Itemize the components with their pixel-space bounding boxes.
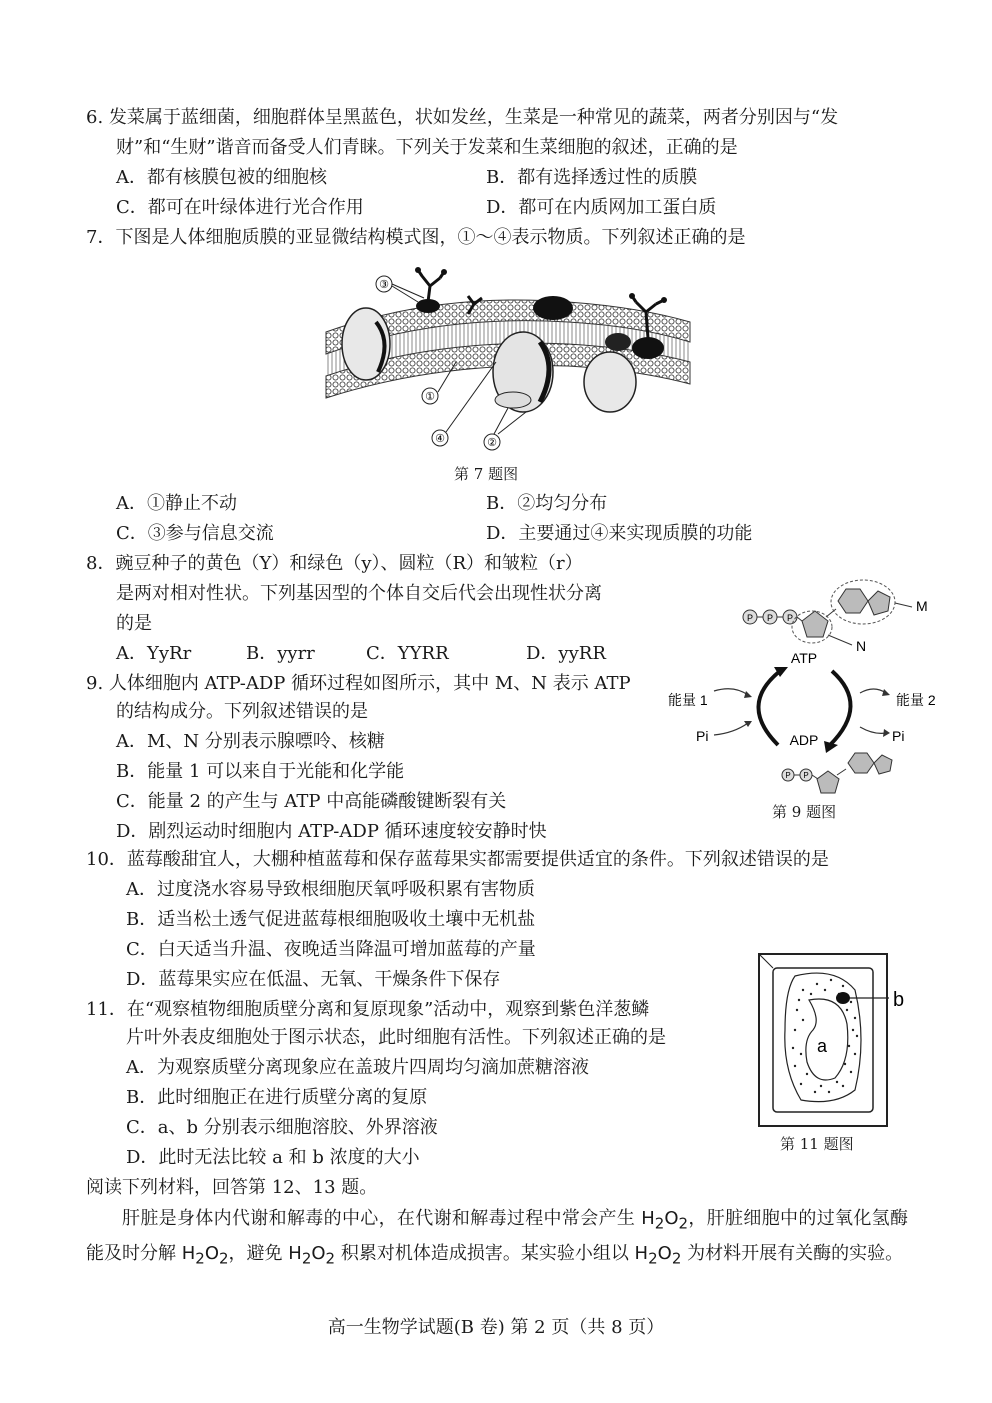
q8-stem-line2: 是两对相对性状。下列基因型的个体自交后代会出现性状分离 — [116, 583, 602, 604]
cell-membrane-diagram — [318, 262, 698, 462]
label-2: ② — [487, 437, 497, 449]
q9-option-b: B．能量 1 可以来自于光能和化学能 — [116, 761, 405, 782]
q10-stem: 10．蓝莓酸甜宜人，大棚种植蓝莓和保存蓝莓果实都需要提供适宜的条件。下列叙述错误的是 — [86, 849, 829, 870]
label-a: a — [817, 1036, 828, 1056]
q8-option-a: A．YyRr — [116, 643, 192, 664]
q6-option-d: D．都可在内质网加工蛋白质 — [486, 197, 717, 218]
page-footer: 高一生物学试题(B 卷) 第 2 页（共 8 页） — [327, 1317, 665, 1338]
q11-option-a: A．为观察质壁分离现象应在盖玻片四周均匀滴加蔗糖溶液 — [126, 1057, 589, 1078]
q9-stem-line2: 的结构成分。下列叙述错误的是 — [116, 701, 368, 722]
q7-option-d: D．主要通过④来实现质膜的功能 — [486, 523, 753, 544]
label-energy1: 能量 1 — [668, 692, 708, 708]
q6-stem-line2: 财”和“生财”谐音而备受人们青睐。下列关于发菜和生菜细胞的叙述，正确的是 — [116, 137, 738, 158]
svg-text:P: P — [766, 613, 774, 623]
q11-stem-line2: 片叶外表皮细胞处于图示状态，此时细胞有活性。下列叙述正确的是 — [126, 1027, 666, 1048]
svg-text:P: P — [746, 613, 754, 623]
q9-option-d: D．剧烈运动时细胞内 ATP-ADP 循环速度较安静时快 — [116, 821, 547, 842]
q11-figure-caption: 第 11 题图 — [780, 1135, 854, 1153]
q9-option-c: C．能量 2 的产生与 ATP 中高能磷酸键断裂有关 — [116, 791, 507, 812]
q9-stem-line1: 9. 人体细胞内 ATP-ADP 循环过程如图所示，其中 M、N 表示 ATP — [86, 673, 631, 694]
atp-adp-cycle-diagram — [660, 575, 960, 810]
reading-intro: 阅读下列材料，回答第 12、13 题。 — [86, 1177, 378, 1198]
label-m: M — [916, 598, 928, 614]
q11-option-c: C．a、b 分别表示细胞溶胶、外界溶液 — [126, 1117, 438, 1138]
label-energy2: 能量 2 — [896, 692, 936, 708]
q10-option-a: A．过度浇水容易导致根细胞厌氧呼吸积累有害物质 — [126, 879, 535, 900]
q8-stem-line1: 8．豌豆种子的黄色（Y）和绿色（y）、圆粒（R）和皱粒（r） — [86, 553, 583, 574]
label-4: ④ — [435, 433, 445, 445]
q6-option-a: A．都有核膜包被的细胞核 — [116, 167, 327, 188]
q7-option-a: A．①静止不动 — [116, 493, 237, 514]
q7-option-b: B．②均匀分布 — [486, 493, 608, 514]
q11-option-b: B．此时细胞正在进行质壁分离的复原 — [126, 1087, 428, 1108]
label-pi-left: Pi — [696, 728, 709, 744]
q10-option-b: B．适当松土透气促进蓝莓根细胞吸收土壤中无机盐 — [126, 909, 536, 930]
label-3: ③ — [379, 279, 389, 291]
q11-stem-line1: 11．在“观察植物细胞质壁分离和复原现象”活动中，观察到紫色洋葱鳞 — [86, 999, 650, 1020]
q8-option-c: C．YYRR — [366, 643, 449, 664]
q11-option-d: D．此时无法比较 a 和 b 浓度的大小 — [126, 1147, 420, 1168]
q10-option-d: D．蓝莓果实应在低温、无氧、干燥条件下保存 — [126, 969, 501, 990]
label-n: N — [856, 638, 867, 654]
q7-stem: 7．下图是人体细胞质膜的亚显微结构模式图，①～④表示物质。下列叙述正确的是 — [86, 227, 746, 248]
q7-option-c: C．③参与信息交流 — [116, 523, 274, 544]
q6-stem-line1: 6. 发菜属于蓝细菌，细胞群体呈黑蓝色，状如发丝，生菜是一种常见的蔬菜，两者分别因与“发 — [86, 107, 839, 128]
svg-text:P: P — [785, 771, 791, 780]
q6-option-b: B．都有选择透过性的质膜 — [486, 167, 698, 188]
svg-text:P: P — [786, 613, 794, 623]
label-atp: ATP — [790, 650, 818, 666]
q10-option-c: C．白天适当升温、夜晚适当降温可增加蓝莓的产量 — [126, 939, 536, 960]
q6-option-c: C．都可在叶绿体进行光合作用 — [116, 197, 364, 218]
svg-text:P: P — [803, 771, 809, 780]
q8-stem-line3: 的是 — [116, 613, 152, 634]
q7-figure-caption: 第 7 题图 — [454, 465, 519, 483]
label-pi-right: Pi — [892, 728, 905, 744]
q9-option-a: A．M、N 分别表示腺嘌呤、核糖 — [116, 731, 385, 752]
label-b: b — [893, 989, 905, 1011]
q8-option-b: B．yyrr — [246, 643, 315, 664]
plasmolysis-cell-diagram — [755, 950, 925, 1132]
label-1: ① — [425, 391, 435, 403]
label-adp: ADP — [789, 732, 819, 748]
q9-figure-caption: 第 9 题图 — [772, 803, 837, 821]
q8-option-d: D．yyRR — [526, 643, 606, 664]
reading-passage: 肝脏是身体内代谢和解毒的中心，在代谢和解毒过程中常会产生 $H_2O_2$，肝脏细胞中的过氧化氢酶能及时分解 $H_2O_2$，避免 $H_2O_2$ 积累对机体造成损害。某实验小组以 $H_2O_2$ 为材料开展有关酶的实验。 — [86, 1208, 909, 1268]
